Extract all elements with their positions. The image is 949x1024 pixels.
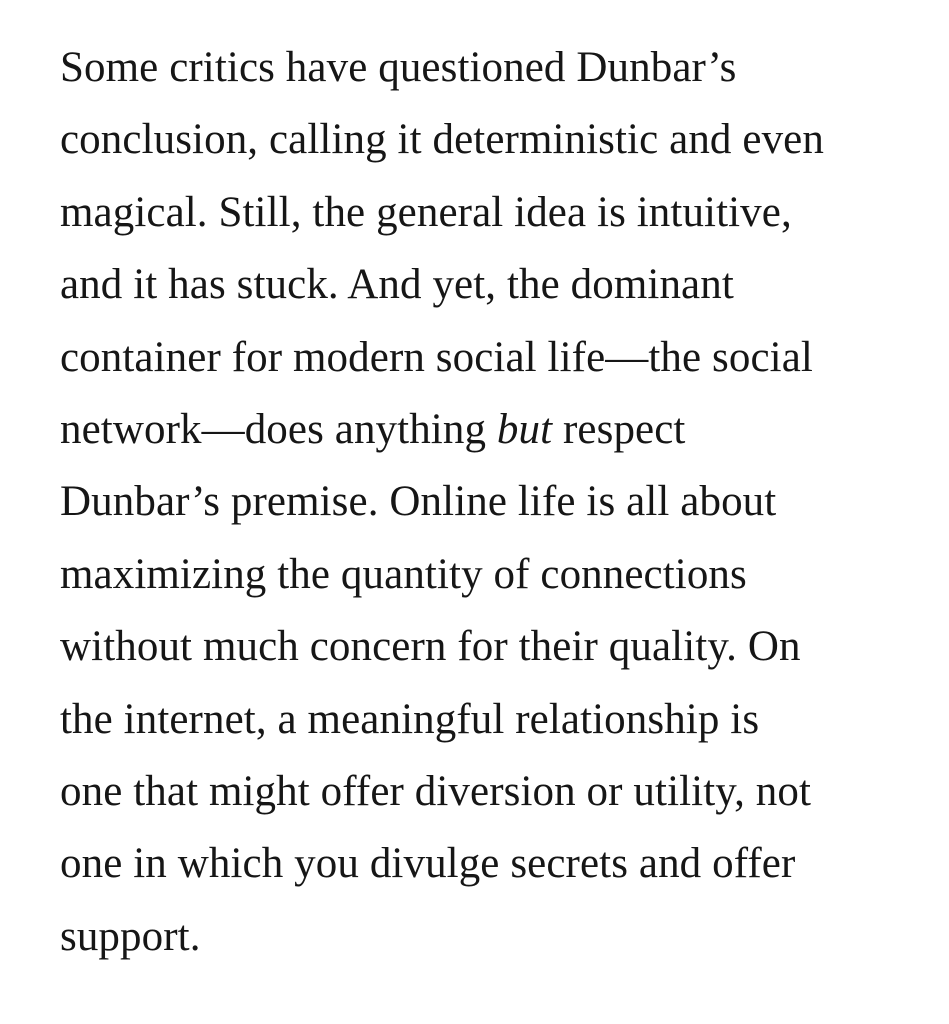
text-line-2: conclusion, calling it deterministic and even: [60, 116, 824, 164]
text-line-13: support.: [60, 912, 201, 960]
text-line-9: without much concern for their quality. On: [60, 623, 801, 671]
text-line-3: magical. Still, the general idea is intuitive,: [60, 188, 792, 236]
text-line-4: and it has stuck. And yet, the dominant: [60, 261, 734, 309]
text-line-5: container for modern social life—the social: [60, 333, 813, 381]
text-line-11: one that might offer diversion or utility, not: [60, 768, 812, 816]
text-line-6-after: respect: [552, 406, 686, 454]
text-line-10: the internet, a meaningful relationship is: [60, 695, 760, 743]
text-line-1: Some critics have questioned Dunbar’s: [60, 44, 737, 91]
article-paragraph: [60, 32, 930, 973]
text-line-7: Dunbar’s premise. Online life is all about: [60, 478, 777, 526]
text-line-8: maximizing the quantity of connections: [60, 550, 747, 598]
text-line-12: one in which you divulge secrets and offer: [60, 840, 796, 888]
emphasized-word: but: [496, 406, 553, 454]
text-line-6-before: network—does anything: [60, 406, 497, 454]
text-line-6: [60, 394, 930, 466]
